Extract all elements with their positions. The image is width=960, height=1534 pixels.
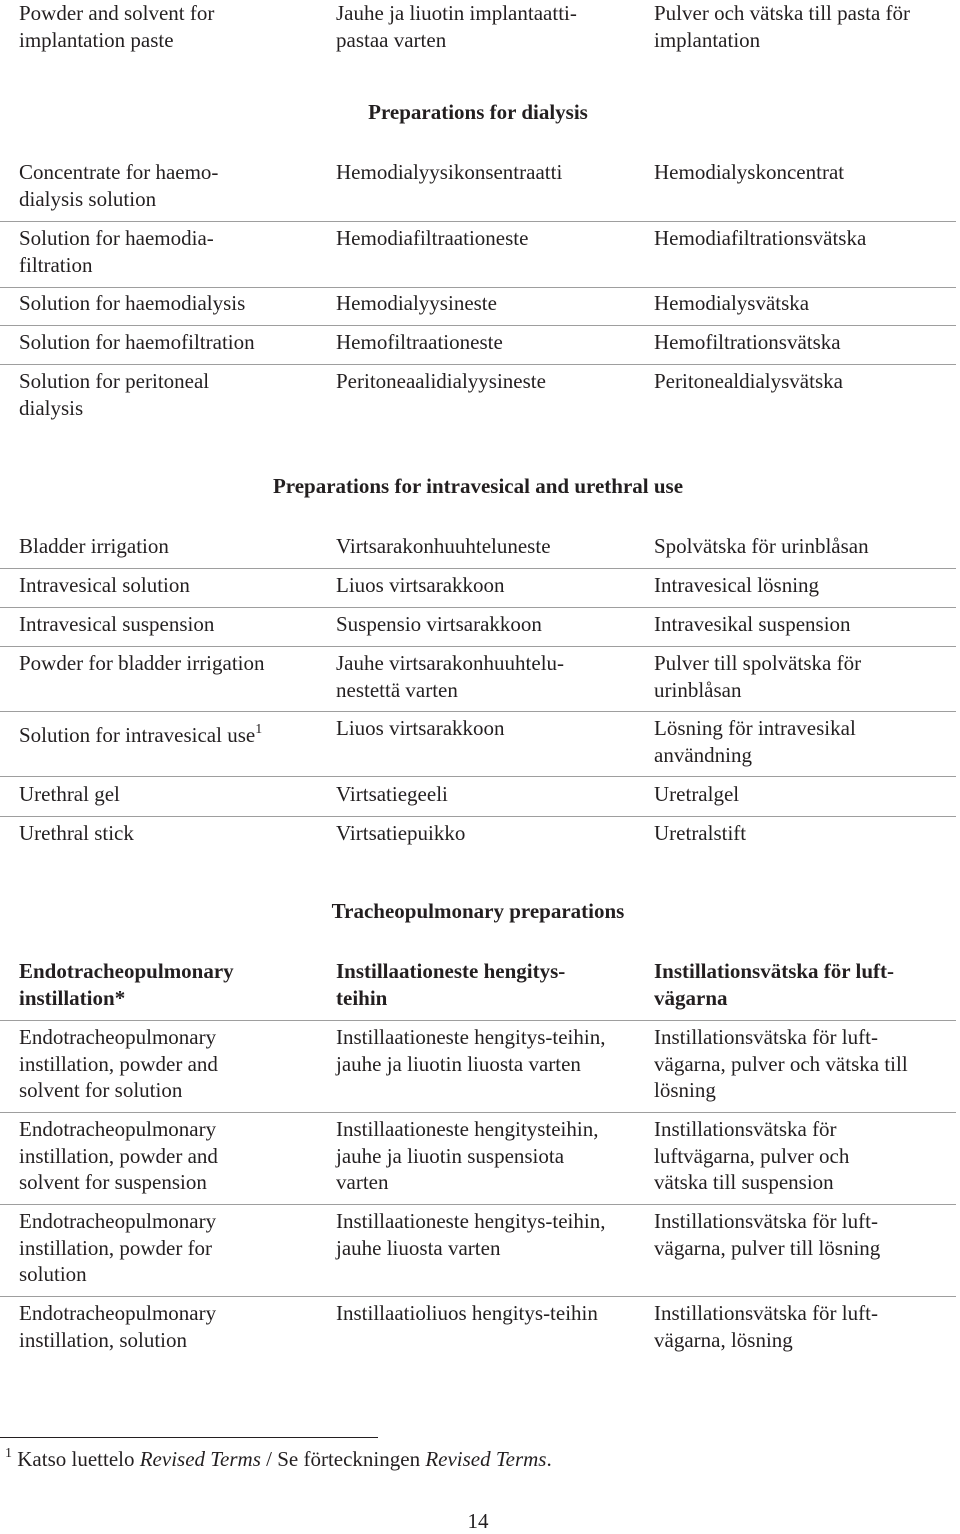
term-english: Solution for haemodia-filtration bbox=[19, 226, 214, 277]
term-swedish: Lösning för intravesikal användning bbox=[654, 716, 856, 767]
table-row bbox=[0, 329, 956, 365]
term-english: Urethral stick bbox=[19, 821, 134, 845]
term-finnish: Instillaationeste hengitys-teihin bbox=[336, 959, 566, 1010]
term-english: Urethral gel bbox=[19, 782, 120, 806]
term-english: Endotracheopulmonary instillation, powder and solvent for solution bbox=[19, 1025, 218, 1102]
term-finnish: Virtsarakonhuuhteluneste bbox=[336, 534, 551, 558]
term-swedish: Hemodialysvätska bbox=[654, 291, 810, 315]
term-finnish: Virtsatiegeeli bbox=[336, 782, 448, 806]
footnote-text: . bbox=[546, 1447, 552, 1471]
table-row bbox=[0, 159, 956, 222]
term-swedish: Instillationsvätska för luft-vägarna, pulver och vätska till lösning bbox=[654, 1025, 908, 1102]
term-finnish: Instillaatioliuos hengitys-teihin bbox=[336, 1301, 598, 1325]
term-swedish: Pulver och vätska till pasta för implantation bbox=[654, 1, 911, 52]
term-swedish: Hemodiafiltrationsvätska bbox=[654, 226, 867, 250]
footnote-text: Katso luettelo bbox=[17, 1447, 140, 1471]
footnote-text: / Se förteckningen bbox=[260, 1447, 426, 1471]
term-finnish: Jauhe virtsarakonhuuhtelu-nestettä varten bbox=[336, 651, 565, 702]
term-finnish: Peritoneaalidialyysineste bbox=[336, 369, 546, 393]
term-english: Powder for bladder irrigation bbox=[19, 651, 265, 675]
footnote-italic: Revised Terms bbox=[425, 1447, 547, 1471]
term-swedish: Instillationsvätska för luft-vägarna, lösning bbox=[654, 1301, 878, 1352]
term-swedish: Pulver till spolvätska för urinblåsan bbox=[654, 651, 862, 702]
term-finnish: Virtsatiepuikko bbox=[336, 821, 466, 845]
table-row bbox=[0, 225, 956, 288]
footnote bbox=[5, 1446, 552, 1472]
table-row bbox=[0, 650, 956, 712]
page-number: 14 bbox=[467, 1509, 489, 1533]
term-english: Endotracheopulmonary instillation, powder and solvent for suspension bbox=[19, 1117, 218, 1194]
term-swedish: Instillationsvätska för luft-vägarna, pulver till lösning bbox=[654, 1209, 881, 1260]
term-finnish: Hemodiafiltraationeste bbox=[336, 226, 529, 250]
term-english: Powder and solvent for implantation paste bbox=[19, 1, 215, 52]
term-finnish: Jauhe ja liuotin implantaatti-pastaa varten bbox=[336, 1, 577, 52]
term-english: Endotracheopulmonary instillation, solution bbox=[19, 1301, 217, 1352]
term-swedish: Hemofiltrationsvätska bbox=[654, 330, 841, 354]
term-english: Solution for haemodialysis bbox=[19, 291, 246, 315]
footnote-divider bbox=[0, 1437, 378, 1438]
term-english: Intravesical solution bbox=[19, 573, 190, 597]
term-english: Solution for haemofiltration bbox=[19, 330, 255, 354]
table-row bbox=[0, 368, 956, 428]
table-row bbox=[0, 533, 956, 569]
term-english: Intravesical suspension bbox=[19, 612, 215, 636]
table-row bbox=[0, 572, 956, 608]
table-row bbox=[0, 1208, 956, 1297]
term-swedish: Hemodialyskoncentrat bbox=[654, 160, 845, 184]
term-finnish: Hemodialyysineste bbox=[336, 291, 497, 315]
table-row bbox=[0, 1300, 956, 1362]
table-row bbox=[0, 820, 956, 855]
table-row bbox=[0, 715, 956, 777]
footnote-marker: 1 bbox=[255, 722, 263, 737]
table-row bbox=[0, 958, 956, 1021]
term-finnish: Hemofiltraationeste bbox=[336, 330, 503, 354]
term-swedish: Uretralgel bbox=[654, 782, 740, 806]
term-swedish: Intravesical lösning bbox=[654, 573, 820, 597]
term-finnish: Instillaationeste hengitys-teihin, jauhe liuosta varten bbox=[336, 1209, 606, 1260]
table-row bbox=[0, 290, 956, 326]
table-row bbox=[0, 611, 956, 647]
term-swedish: Uretralstift bbox=[654, 821, 747, 845]
term-finnish: Instillaationeste hengitysteihin, jauhe ja liuotin suspensiota varten bbox=[336, 1117, 599, 1194]
section-heading-dialysis: Preparations for dialysis bbox=[368, 100, 588, 124]
term-english-text: Solution for intravesical use bbox=[19, 723, 256, 747]
term-english bbox=[19, 722, 319, 749]
footnote-number: 1 bbox=[5, 1446, 12, 1461]
term-finnish: Instillaationeste hengitys-teihin, jauhe ja liuotin liuosta varten bbox=[336, 1025, 606, 1076]
footnote-italic: Revised Terms bbox=[139, 1447, 261, 1471]
term-swedish: Instillationsvätska för luftvägarna, pulver och vätska till suspension bbox=[654, 1117, 850, 1194]
term-swedish: Instillationsvätska för luft-vägarna bbox=[654, 959, 894, 1010]
term-english: Solution for peritoneal dialysis bbox=[19, 369, 210, 420]
table-row bbox=[0, 0, 956, 60]
term-swedish: Spolvätska för urinblåsan bbox=[654, 534, 869, 558]
term-finnish: Hemodialyysikonsentraatti bbox=[336, 160, 563, 184]
section-heading-intravesical: Preparations for intravesical and urethral use bbox=[272, 474, 684, 498]
term-english: Endotracheopulmonary instillation* bbox=[19, 959, 234, 1010]
term-swedish: Intravesikal suspension bbox=[654, 612, 851, 636]
term-english: Concentrate for haemo-dialysis solution bbox=[19, 160, 219, 211]
table-row bbox=[0, 1024, 956, 1113]
term-english: Endotracheopulmonary instillation, powder for solution bbox=[19, 1209, 217, 1286]
term-finnish: Suspensio virtsarakkoon bbox=[336, 612, 542, 636]
term-swedish: Peritonealdialysvätska bbox=[654, 369, 843, 393]
term-english: Bladder irrigation bbox=[19, 534, 169, 558]
section-heading-tracheopulmonary: Tracheopulmonary preparations bbox=[331, 899, 625, 923]
term-finnish: Liuos virtsarakkoon bbox=[336, 716, 505, 740]
table-row bbox=[0, 781, 956, 817]
table-row bbox=[0, 1116, 956, 1205]
term-finnish: Liuos virtsarakkoon bbox=[336, 573, 505, 597]
